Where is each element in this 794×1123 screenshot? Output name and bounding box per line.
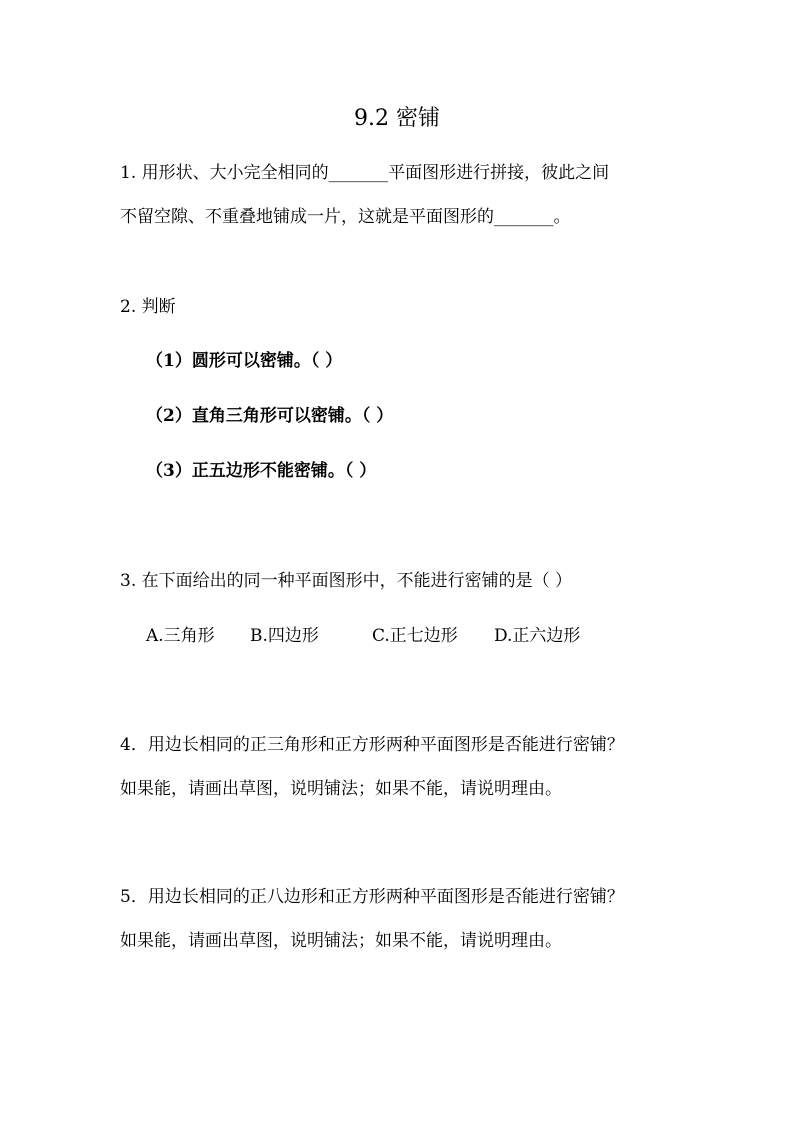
question-4-line-1: 4．用边长相同的正三角形和正方形两种平面图形是否能进行密铺？	[120, 735, 624, 755]
question-2-item-1: （1）圆形可以密铺。（ ）	[146, 351, 343, 371]
question-3-option-a: A.三角形	[146, 626, 215, 646]
question-1-line-1: 1. 用形状、大小完全相同的_______平面图形进行拼接，彼此之间	[120, 163, 610, 183]
question-1-line-2: 不留空隙、不重叠地铺成一片，这就是平面图形的_______。	[120, 207, 571, 227]
question-5-line-1: 5．用边长相同的正八边形和正方形两种平面图形是否能进行密铺？	[120, 887, 624, 907]
page-title: 9.2 密铺	[354, 106, 440, 131]
question-5-line-2: 如果能，请画出草图，说明铺法；如果不能，请说明理由。	[120, 931, 562, 951]
question-3-option-c: C.正七边形	[372, 626, 458, 646]
question-2-item-3: （3）正五边形不能密铺。（ ）	[146, 461, 377, 481]
question-3-option-d: D.正六边形	[494, 626, 581, 646]
question-3-option-b: B.四边形	[250, 626, 319, 646]
question-3-stem: 3. 在下面给出的同一种平面图形中，不能进行密铺的是（ ）	[120, 571, 573, 591]
question-4-line-2: 如果能，请画出草图，说明铺法；如果不能，请说明理由。	[120, 779, 562, 799]
question-2-item-2: （2）直角三角形可以密铺。（ ）	[146, 406, 394, 426]
question-2-heading: 2. 判断	[120, 297, 176, 317]
